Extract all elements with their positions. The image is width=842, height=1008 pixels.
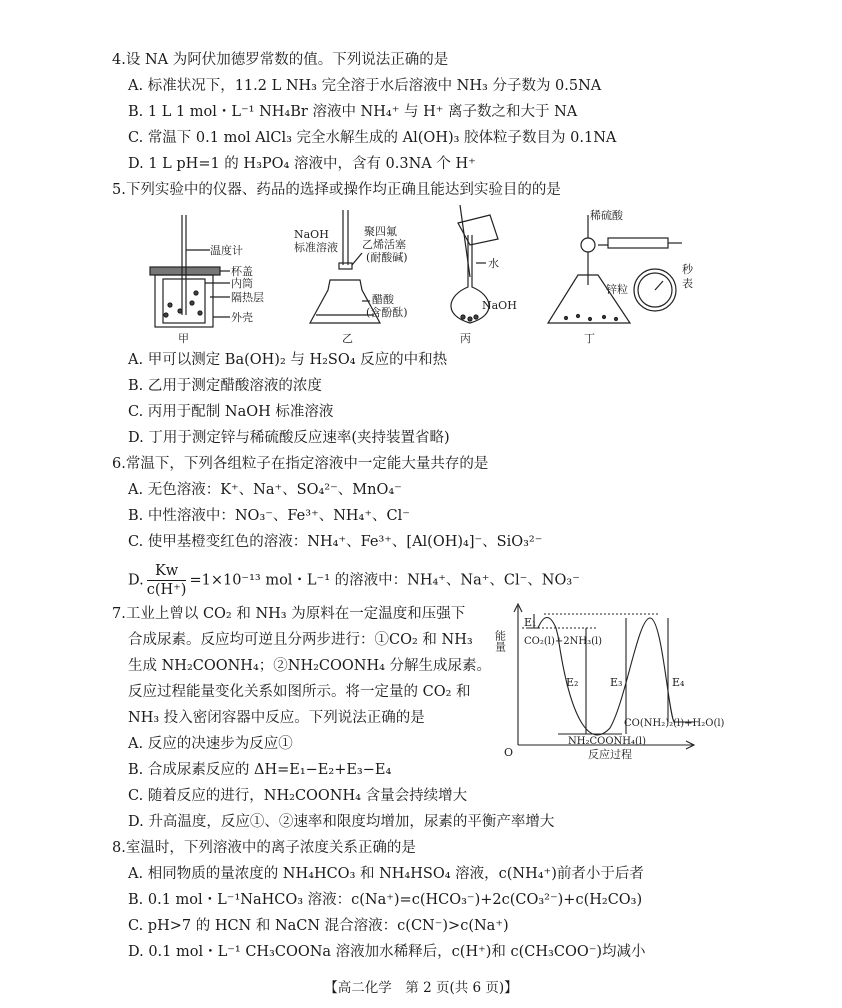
q7-option-b: B. 合成尿素反应的 ΔH=E₁−E₂+E₃−E₄ (128, 762, 392, 778)
yi-label-phph: (含酚酞) (366, 306, 408, 319)
q7-line-4: 反应过程能量变化关系如图所示。将一定量的 CO₂ 和 (128, 684, 471, 700)
page-footer: 【高二化学 第 2 页(共 6 页)】 (324, 980, 518, 996)
q6-option-d-prefix: D. (128, 572, 144, 589)
jia-label-lid: 杯盖 (231, 265, 253, 278)
q7-option-d: D. 升高温度，反应①、②速率和限度均增加，尿素的平衡产率增大 (128, 814, 555, 830)
yi-label-acid: 醋酸 (372, 293, 394, 306)
q7-line-1: 7.工业上曾以 CO₂ 和 NH₃ 为原料在一定温度和压强下 (112, 606, 466, 622)
q6-option-c: C. 使甲基橙变红色的溶液：NH₄⁺、Fe³⁺、[Al(OH)₄]⁻、SiO₃²⁻ (128, 534, 543, 550)
jia-label-inner: 内筒 (231, 277, 253, 290)
q4-option-b: B. 1 L 1 mol・L⁻¹ NH₄Br 溶液中 NH₄⁺ 与 H⁺ 离子数之和大于 NA (128, 104, 578, 120)
q4-option-d: D. 1 L pH=1 的 H₃PO₄ 溶液中，含有 0.3NA 个 H⁺ (128, 156, 476, 172)
kw-numerator: Kw (147, 562, 187, 581)
energy-mid-label: NH₂COONH₄(l) (568, 736, 647, 747)
q8-stem: 8.室温时，下列溶液中的离子浓度关系正确的是 (112, 840, 416, 856)
q6-option-a: A. 无色溶液：K⁺、Na⁺、SO₄²⁻、MnO₄⁻ (128, 482, 402, 498)
q7-option-c: C. 随着反应的进行，NH₂COONH₄ 含量会持续增大 (128, 788, 468, 804)
q7-line-2: 合成尿素。反应均可逆且分两步进行：①CO₂ 和 NH₃ (128, 632, 473, 648)
yi-label-std: 标准溶液 (294, 241, 338, 254)
jia-label-insulation: 隔热层 (231, 291, 264, 304)
jia-label-thermometer: 温度计 (210, 244, 243, 257)
energy-e3-label: E₃ (610, 676, 623, 689)
q5-option-b: B. 乙用于测定醋酸溶液的浓度 (128, 378, 322, 394)
energy-start-label: CO₂(l)+2NH₃(l) (524, 636, 603, 647)
energy-e1-label: E₁ (524, 616, 537, 629)
ding-label-zinc: 锌粒 (606, 283, 628, 296)
bing-label-naoh: NaOH (482, 299, 517, 312)
q8-option-c: C. pH>7 的 HCN 和 NaCN 混合溶液：c(CN⁻)>c(Na⁺) (128, 918, 509, 934)
q6-option-d (128, 562, 580, 599)
q5-option-d: D. 丁用于测定锌与稀硫酸反应速率(夹持装置省略) (128, 430, 450, 446)
kw-fraction (147, 562, 187, 599)
q5-option-c: C. 丙用于配制 NaOH 标准溶液 (128, 404, 334, 420)
yi-caption: 乙 (342, 332, 353, 345)
kw-denominator: c(H⁺) (146, 582, 187, 598)
energy-ylabel: 能量 (493, 630, 507, 652)
q5-option-a: A. 甲可以测定 Ba(OH)₂ 与 H₂SO₄ 反应的中和热 (128, 352, 448, 368)
yi-label-valve: 乙烯活塞 (362, 238, 406, 251)
yi-label-ptfe: 聚四氟 (364, 225, 397, 238)
q4-option-a: A. 标准状况下，11.2 L NH₃ 完全溶于水后溶液中 NH₃ 分子数为 0.5NA (128, 78, 602, 94)
yi-label-naoh: NaOH (294, 228, 329, 241)
apparatus-figure (130, 205, 710, 345)
bing-caption: 丙 (460, 332, 471, 345)
ding-label-watch: 表 (682, 277, 693, 290)
jia-caption: 甲 (178, 332, 189, 345)
q4-option-c: C. 常温下 0.1 mol AlCl₃ 完全水解生成的 Al(OH)₃ 胶体粒子数目为 0.1NA (128, 130, 617, 146)
energy-diagram (493, 600, 725, 761)
yi-label-resist: (耐酸碱) (366, 251, 408, 264)
energy-e2-label: E₂ (566, 676, 579, 689)
q7-option-a: A. 反应的决速步为反应① (128, 736, 293, 752)
q7-line-5: NH₃ 投入密闭容器中反应。下列说法正确的是 (128, 710, 425, 726)
q6-stem: 6.常温下，下列各组粒子在指定溶液中一定能大量共存的是 (112, 456, 489, 472)
energy-end-label: CO(NH₂)₂(l)+H₂O(l) (624, 718, 725, 729)
q4-stem: 4.设 NA 为阿伏加德罗常数的值。下列说法正确的是 (112, 52, 449, 68)
ding-label-sec: 秒 (682, 263, 693, 276)
ding-caption: 丁 (584, 332, 595, 345)
q8-option-a: A. 相同物质的量浓度的 NH₄HCO₃ 和 NH₄HSO₄ 溶液，c(NH₄⁺)前者小于后者 (128, 866, 644, 882)
energy-origin: O (504, 746, 514, 759)
rate-apparatus-diagram (548, 215, 682, 323)
q8-option-d: D. 0.1 mol・L⁻¹ CH₃COONa 溶液加水稀释后，c(H⁺)和 c(CH₃COO⁻)均减小 (128, 944, 646, 960)
q5-stem: 5.下列实验中的仪器、药品的选择或操作均正确且能达到实验目的的是 (112, 182, 561, 198)
q7-line-3: 生成 NH₂COONH₄；②NH₂COONH₄ 分解生成尿素。 (128, 658, 492, 674)
q6-option-b: B. 中性溶液中：NO₃⁻、Fe³⁺、NH₄⁺、Cl⁻ (128, 508, 410, 524)
q8-option-b: B. 0.1 mol・L⁻¹NaHCO₃ 溶液：c(Na⁺)=c(HCO₃⁻)+2c(CO₃²⁻)+c(H₂CO₃) (128, 892, 643, 908)
calorimeter-diagram (150, 215, 230, 327)
energy-xlabel: 反应过程 (588, 748, 632, 761)
ding-label-acid: 稀硫酸 (590, 209, 623, 222)
energy-e4-label: E₄ (672, 676, 685, 689)
jia-label-shell: 外壳 (231, 311, 253, 324)
q6-option-d-rest: =1×10⁻¹³ mol・L⁻¹ 的溶液中：NH₄⁺、Na⁺、Cl⁻、NO₃⁻ (189, 572, 580, 589)
bing-label-water: 水 (488, 257, 499, 270)
